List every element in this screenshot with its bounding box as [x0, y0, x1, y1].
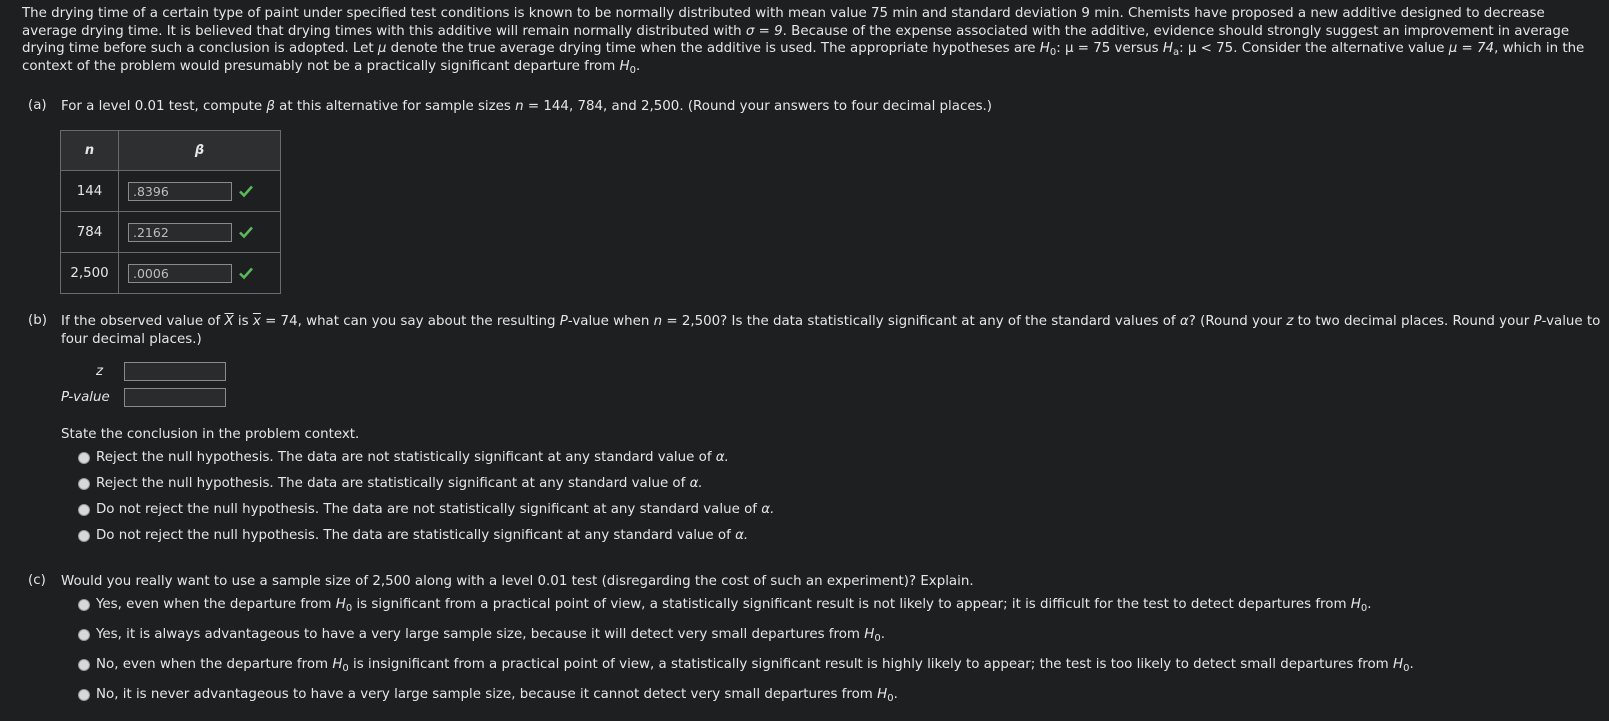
part-c-question: Would you really want to use a sample size of 2,500 along with a level 0.01 test (disregarding the cost of such an experiment)? Explain. — [61, 574, 974, 589]
conclusion-option-1[interactable]: Reject the null hypothesis. The data are not statistically significant at any standard value of α. — [78, 450, 729, 465]
radio-button[interactable] — [78, 530, 90, 542]
beta-input[interactable]: .0006 — [128, 264, 232, 283]
checkmark-icon — [238, 225, 254, 239]
part-b-label: (b) — [28, 313, 47, 328]
radio-button[interactable] — [78, 452, 90, 464]
explain-option-2[interactable]: Yes, it is always advantageous to have a very large sample size, because it will detect very small departures from $H_0$. — [78, 627, 885, 642]
part-c-label: (c) — [28, 573, 46, 588]
n-value: 2,500 — [61, 253, 119, 294]
table-row — [61, 212, 281, 253]
z-label: z — [96, 364, 104, 379]
radio-button[interactable] — [78, 599, 90, 611]
part-a-question: For a level 0.01 test, compute β at this alternative for sample sizes n = 144, 784, and 2,500. (Round your answers to four decimal places.) — [61, 99, 993, 114]
table-row — [61, 253, 281, 294]
beta-input[interactable]: .2162 — [128, 223, 232, 242]
n-value: 784 — [61, 212, 119, 253]
checkmark-icon — [238, 184, 254, 198]
part-a-label: (a) — [28, 98, 47, 113]
table-row — [61, 171, 281, 212]
conclusion-option-4[interactable]: Do not reject the null hypothesis. The data are statistically significant at any standard value of α. — [78, 528, 748, 543]
p-value-label: P-value — [61, 390, 110, 405]
radio-button[interactable] — [78, 689, 90, 701]
p-value-input[interactable] — [124, 388, 226, 407]
conclusion-option-2[interactable]: Reject the null hypothesis. The data are statistically significant at any standard value of α. — [78, 476, 703, 491]
explain-option-3[interactable]: No, even when the departure from $H_0$ is insignificant from a practical point of view, a statistically significant result is highly likely to appear; the test is too likely to detect small departures from $H_0$. — [78, 657, 1414, 672]
conclusion-option-3[interactable]: Do not reject the null hypothesis. The data are not statistically significant at any standard value of α. — [78, 502, 774, 517]
checkmark-icon — [238, 266, 254, 280]
z-input[interactable] — [124, 362, 226, 381]
column-header-beta: β — [119, 131, 281, 171]
part-b-question: If the observed value of $\overline{X}$ is $\overline{x} = 74$, what can you say about the resulting P-value when n = 2,500? Is the data statistically significant at any of the standard values of α? (Round your z to two decimal places. Round your P-value to four decimal places.) — [61, 314, 1601, 347]
column-header-n: n — [61, 131, 119, 171]
problem-statement: The drying time of a certain type of paint under specified test conditions is known to be normally distributed with mean value 75 min and standard deviation 9 min. Chemists have proposed a new additive designed to decrease average drying time. It is believed that drying times with this additive will remain normally distributed with σ = 9. Because of the expense associated with the additive, evidence should strongly suggest an improvement in average drying time before such a conclusion is adopted. Let μ denote the true average drying time when the additive is used. The appropriate hypotheses are $H_0$: μ = 75 versus $H_a$: μ < 75. Consider the alternative value μ = 74, which in the context of the problem would presumably not be a practically significant departure from $H_0$. — [22, 6, 1585, 76]
radio-button[interactable] — [78, 629, 90, 641]
radio-button[interactable] — [78, 504, 90, 516]
beta-table — [60, 130, 281, 294]
beta-input[interactable]: .8396 — [128, 182, 232, 201]
explain-option-1[interactable]: Yes, even when the departure from $H_0$ is significant from a practical point of view, a statistically significant result is not likely to appear; it is difficult for the test to detect departures from $H_0$. — [78, 597, 1371, 612]
explain-option-4[interactable]: No, it is never advantageous to have a very large sample size, because it cannot detect very small departures from $H_0$. — [78, 687, 898, 702]
n-value: 144 — [61, 171, 119, 212]
radio-button[interactable] — [78, 659, 90, 671]
radio-button[interactable] — [78, 478, 90, 490]
conclusion-prompt: State the conclusion in the problem context. — [61, 427, 360, 442]
